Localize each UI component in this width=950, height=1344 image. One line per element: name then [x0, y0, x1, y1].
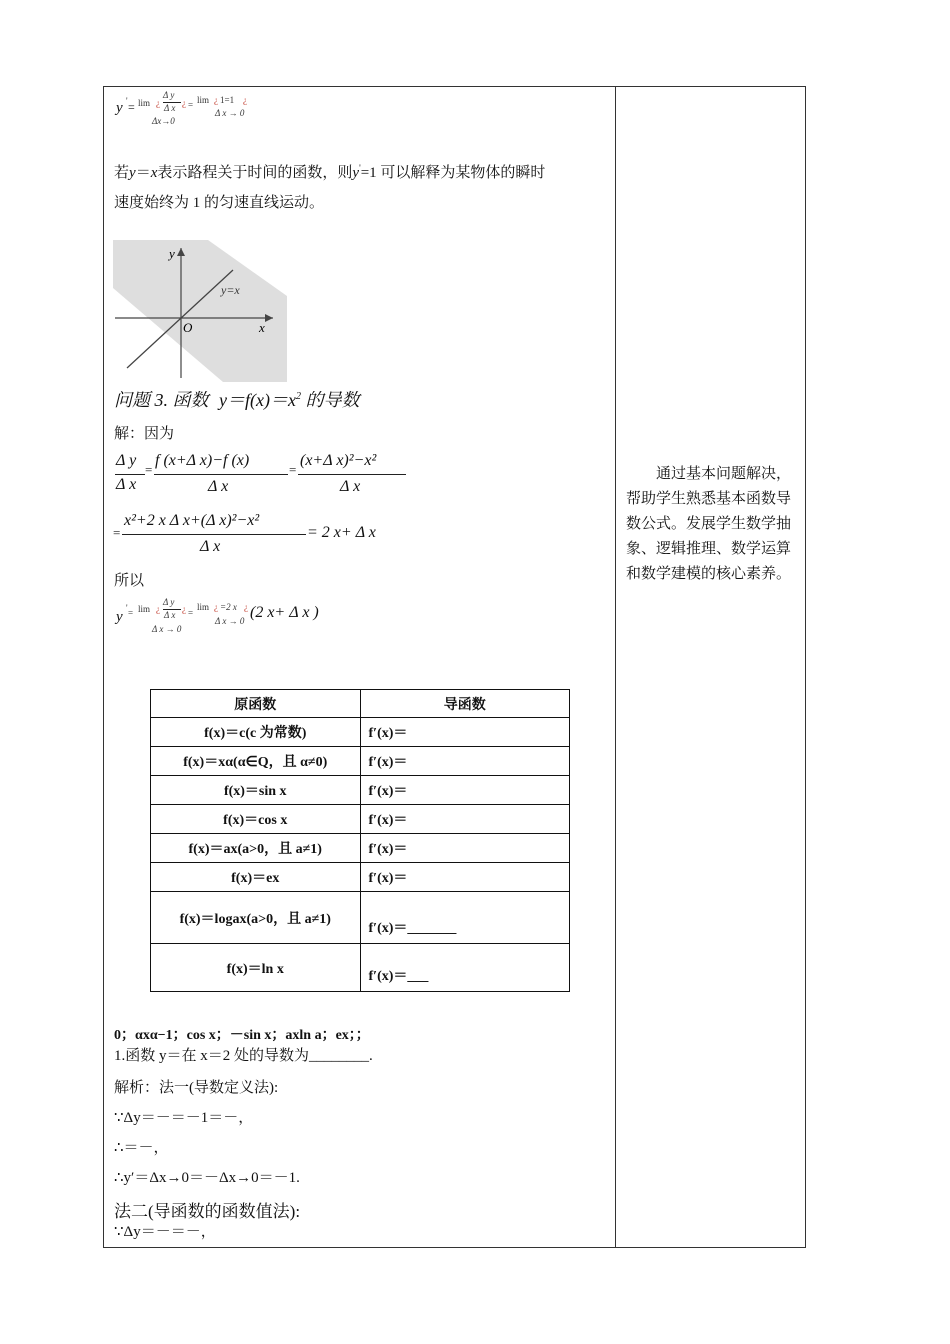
prime: '	[359, 163, 361, 173]
frac-num: Δ y	[163, 90, 175, 100]
placeholder-char: ¿	[156, 604, 160, 614]
title-formula: y＝f(x)＝x	[219, 390, 296, 410]
solution-label: 解：因为	[114, 426, 175, 442]
y-symbol: y	[116, 609, 123, 625]
step2-result: = 2 x+ Δ x	[307, 524, 376, 541]
frac-num: Δ y	[163, 597, 175, 607]
limit-condition-2: Δ x → 0	[215, 108, 245, 118]
exercise-question-1: 1.函数 y＝在 x＝2 处的导数为________.	[114, 1048, 373, 1064]
design-intent-note: 通过基本问题解决，帮助学生熟悉基本函数导数公式。发展学生数学抽象、逻辑推理、数学运算和数学建模的核心素养。	[626, 466, 792, 582]
placeholder-char-3: ¿	[214, 602, 218, 612]
y-axis-label: y	[169, 246, 175, 261]
var-y: y	[352, 165, 360, 181]
limit-value: 1=1	[220, 95, 235, 105]
placeholder-char: ¿	[156, 98, 160, 108]
paragraph-line-1	[114, 161, 545, 182]
problem-3-title	[114, 386, 359, 412]
function-cell: f(x)＝c(c 为常数)	[151, 718, 361, 747]
text: 若	[114, 165, 130, 181]
text: =1 可以解释为某物体的瞬时	[360, 165, 546, 181]
derivative-cell: f′(x)＝___	[360, 944, 570, 992]
line-label: y=x	[221, 283, 240, 297]
function-cell: f(x)＝xα(α∈Q，且 α≠0)	[151, 747, 361, 776]
table-row	[151, 805, 570, 834]
frac-den: Δ x	[164, 610, 176, 620]
table-row	[151, 718, 570, 747]
table-row	[151, 944, 570, 992]
lhs-numerator: Δ y	[116, 452, 137, 469]
lim-word-2: lim	[197, 602, 210, 612]
lim-word-2: lim	[197, 95, 210, 105]
solution-step-4: ∵Δy＝－＝－，	[114, 1224, 216, 1240]
frac-den: Δ x	[164, 103, 176, 113]
equals-2: =	[188, 100, 194, 110]
answer-key: 0；αxα−1；cos x；－sin x；axln a；ex；；	[114, 1028, 370, 1043]
text: 表示路程关于时间的函数，则	[157, 165, 353, 181]
derivative-cell: f′(x)＝	[360, 863, 570, 892]
derivative-formula-table	[150, 689, 570, 992]
var-y: y	[129, 165, 136, 181]
graph-svg	[113, 240, 287, 382]
title-tail: 的导数	[305, 390, 360, 410]
placeholder-char-2: ¿	[182, 98, 186, 108]
table-row	[151, 892, 570, 944]
shaded-region	[113, 240, 287, 382]
lim-word: lim	[138, 98, 151, 108]
lim-word: lim	[138, 604, 151, 614]
placeholder-char-2: ¿	[182, 604, 186, 614]
prime-mark: '	[126, 96, 128, 106]
equals: =	[128, 100, 135, 114]
limit-condition: Δx→0	[152, 116, 175, 126]
limit-tail: (2 x+ Δ x )	[250, 604, 319, 621]
step2-denominator: Δ x	[200, 538, 221, 555]
limit-mid: =2 x	[220, 602, 237, 612]
limit-condition-2: Δ x → 0	[215, 616, 245, 626]
title-text: 问题 3. 函数	[114, 390, 209, 410]
derivative-cell: f′(x)＝	[360, 776, 570, 805]
column-divider	[615, 86, 616, 1248]
paragraph-line-2: 速度始终为 1 的匀速直线运动。	[114, 195, 325, 211]
equals: =	[128, 608, 134, 618]
function-cell: f(x)＝ex	[151, 863, 361, 892]
placeholder-char-4: ¿	[244, 602, 248, 612]
table-header-row	[151, 690, 570, 718]
frac-bar	[298, 474, 406, 475]
table-row	[151, 834, 570, 863]
solution-step-3: ∴y′＝Δx→0＝－Δx→0＝－1.	[114, 1170, 300, 1186]
derivative-cell: f′(x)＝	[360, 718, 570, 747]
exponent: 2	[295, 391, 301, 402]
origin-label: O	[183, 320, 193, 335]
header-derivative: 导函数	[360, 690, 570, 718]
equals-2: =	[188, 608, 194, 618]
method-2-label: 法二(导函数的函数值法):	[114, 1202, 301, 1221]
function-cell: f(x)＝cos x	[151, 805, 361, 834]
function-cell: f(x)＝ax(a>0，且 a≠1)	[151, 834, 361, 863]
equals: =	[289, 462, 297, 477]
table-row	[151, 747, 570, 776]
placeholder-char-3: ¿	[214, 95, 218, 105]
lhs-denominator: Δ x	[116, 476, 137, 493]
text: ＝	[135, 165, 151, 181]
frac-bar	[122, 534, 306, 535]
header-original-function: 原函数	[151, 690, 361, 718]
frac-bar	[154, 474, 288, 475]
limit-condition: Δ x → 0	[152, 624, 182, 634]
placeholder-char-4: ¿	[243, 95, 247, 105]
derivative-cell: f′(x)＝	[360, 747, 570, 776]
prime-mark: '	[126, 603, 128, 613]
equals: =	[113, 525, 121, 540]
analysis-label: 解析：法一(导数定义法):	[114, 1080, 279, 1096]
function-cell: f(x)＝logax(a>0，且 a≠1)	[151, 892, 361, 944]
mid-denominator: Δ x	[208, 478, 229, 495]
table-row	[151, 776, 570, 805]
rhs-denominator: Δ x	[340, 478, 361, 495]
equals: =	[145, 462, 153, 477]
x-axis-label: x	[259, 320, 265, 335]
so-label: 所以	[114, 573, 145, 589]
function-cell: f(x)＝sin x	[151, 776, 361, 805]
solution-step-2: ∴＝－，	[114, 1140, 169, 1156]
solution-step-1: ∵Δy＝－＝－1＝－，	[114, 1110, 254, 1126]
rhs-numerator: (x+Δ x)²−x²	[300, 452, 377, 469]
step2-numerator: x²+2 x Δ x+(Δ x)²−x²	[124, 512, 260, 529]
graph-figure	[113, 240, 287, 382]
var-x: x	[150, 165, 158, 181]
derivative-cell: f′(x)＝_______	[360, 892, 570, 944]
frac-bar	[115, 474, 145, 475]
table-row	[151, 863, 570, 892]
y-symbol: y	[116, 100, 123, 116]
derivative-cell: f′(x)＝	[360, 834, 570, 863]
derivative-cell: f′(x)＝	[360, 805, 570, 834]
function-cell: f(x)＝ln x	[151, 944, 361, 992]
mid-numerator: f (x+Δ x)−f (x)	[155, 452, 250, 469]
